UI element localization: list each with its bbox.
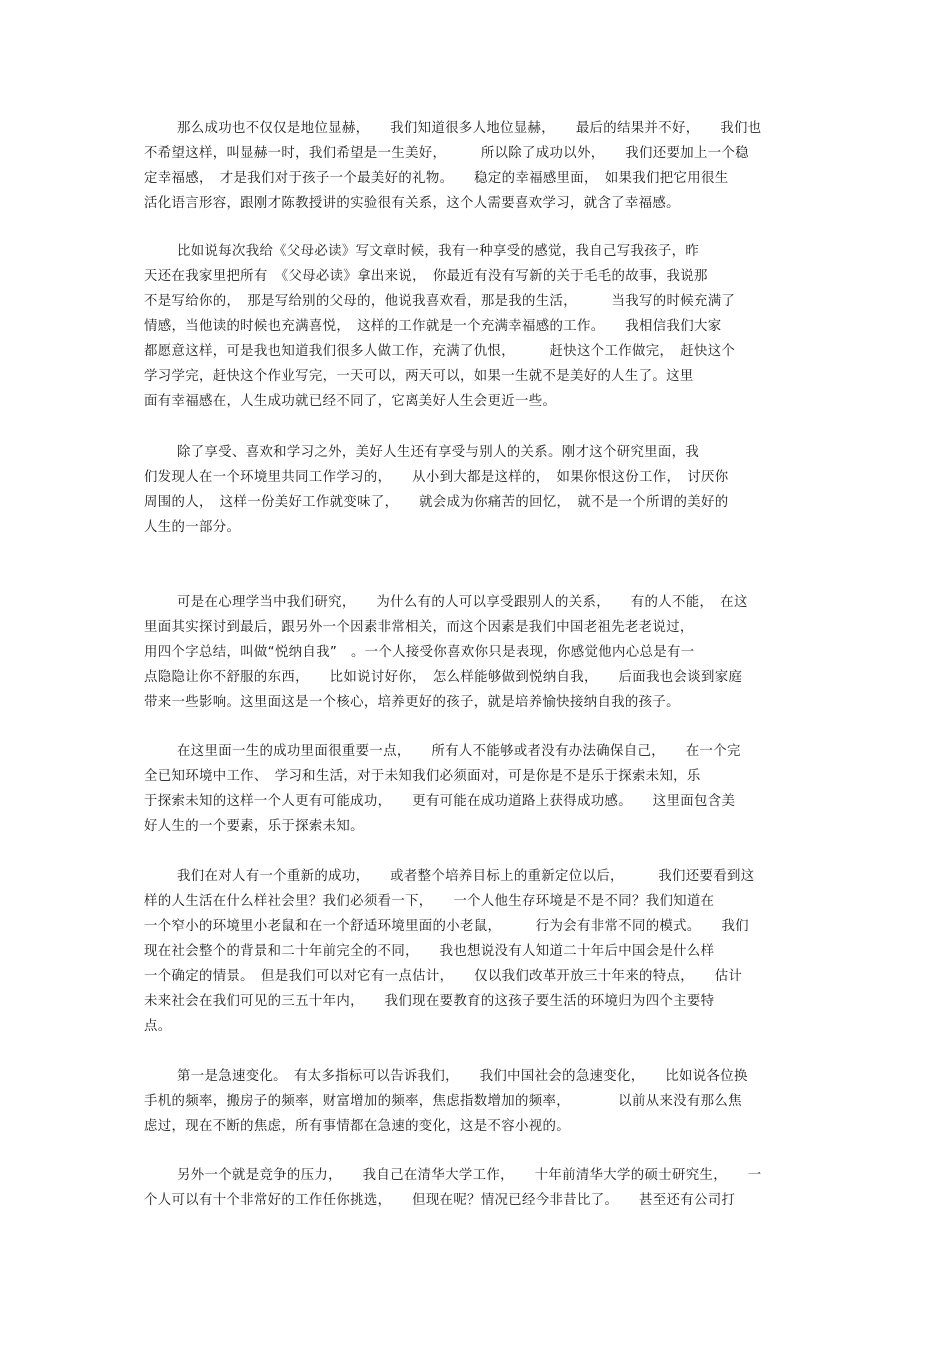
text-line: 们发现人在一个环境里共同工作学习的， 从小到大都是这样的， 如果你恨这份工作， 讨厌你 xyxy=(144,470,729,485)
text-line: 不是写给你的， 那是写给别的父母的，他说我喜欢看，那是我的生活， 当我写的时候充满了 xyxy=(144,294,736,309)
text-line: 手机的频率，搬房子的频率，财富增加的频率，焦虑指数增加的频率， 以前从来没有那么焦 xyxy=(144,1094,742,1109)
text-line: 用四个字总结，叫做“悦纳自我” 。一个人接受你喜欢你只是表现，你感觉他内心总是有一 xyxy=(144,645,695,660)
text-line: 面有幸福感在，人生成功就已经不同了，它离美好人生会更近一些。 xyxy=(144,394,557,409)
text-line: 定幸福感， 才是我们对于孩子一个最美好的礼物。 稳定的幸福感里面， 如果我们把它用很生 xyxy=(144,171,729,186)
text-line: 都愿意这样，可是我也知道我们很多人做工作，充满了仇恨， 赶快这个工作做完， 赶快这个 xyxy=(144,344,736,359)
text-line: 在这里面一生的成功里面很重要一点， 所有人不能够或者没有办法确保自己， 在一个完 xyxy=(177,744,741,759)
text-line: 样的人生活在什么样社会里？我们必须看一下， 一个人他生存环境是不是不同？我们知道在 xyxy=(144,894,715,909)
text-line: 除了享受、喜欢和学习之外，美好人生还有享受与别人的关系。刚才这个研究里面，我 xyxy=(177,445,700,460)
text-line: 不希望这样，叫显赫一时，我们希望是一生美好， 所以除了成功以外， 我们还要加上一个稳 xyxy=(144,146,749,161)
text-line: 人生的一部分。 xyxy=(144,520,241,535)
text-line: 可是在心理学当中我们研究， 为什么有的人可以享受跟别人的关系， 有的人不能， 在这 xyxy=(177,595,748,610)
text-line: 我们在对人有一个重新的成功， 或者整个培养目标上的重新定位以后， 我们还要看到这 xyxy=(177,869,755,884)
text-line: 学习学完，赶快这个作业写完，一天可以，两天可以，如果一生就不是美好的人生了。这里 xyxy=(144,369,694,384)
text-line: 一个窄小的环境里小老鼠和在一个舒适环境里面的小老鼠， 行为会有非常不同的模式。 我们 xyxy=(144,919,749,934)
text-line: 现在社会整个的背景和二十年前完全的不同， 我也想说没有人知道二十年后中国会是什么样 xyxy=(144,944,715,959)
text-line: 活化语言形容，跟刚才陈教授讲的实验很有关系，这个人需要喜欢学习，就含了幸福感。 xyxy=(144,196,680,211)
text-line: 比如说每次我给《父母必读》写文章时候，我有一种享受的感觉，我自己写我孩子，昨 xyxy=(177,244,700,259)
text-line: 带来一些影响。这里面这是一个核心，培养更好的孩子，就是培养愉快接纳自我的孩子。 xyxy=(144,695,680,710)
text-line: 另外一个就是竞争的压力， 我自己在清华大学工作， 十年前清华大学的硕士研究生， 一 xyxy=(177,1168,762,1183)
text-line: 点。 xyxy=(144,1019,172,1034)
text-line: 第一是急速变化。 有太多指标可以告诉我们， 我们中国社会的急速变化， 比如说各位换 xyxy=(177,1069,748,1084)
text-line: 于探索未知的这样一个人更有可能成功， 更有可能在成功道路上获得成功感。 这里面包含美 xyxy=(144,794,736,809)
text-line: 天还在我家里把所有 《父母必读》拿出来说， 你最近有没有写新的关于毛毛的故事，我说那 xyxy=(144,269,708,284)
text-line: 点隐隐让你不舒服的东西， 比如说讨好你， 怎么样能够做到悦纳自我， 后面我也会谈到家庭 xyxy=(144,670,743,685)
text-line: 一个确定的情景。 但是我们可以对它有一点估计， 仅以我们改革开放三十年来的特点， 估计 xyxy=(144,969,743,984)
text-line: 好人生的一个要素，乐于探索未知。 xyxy=(144,819,364,834)
text-line: 全已知环境中工作、 学习和生活，对于未知我们必须面对，可是你是不是乐于探索未知，乐 xyxy=(144,769,701,784)
text-line: 情感，当他读的时候也充满喜悦， 这样的工作就是一个充满幸福感的工作。 我相信我们大家 xyxy=(144,319,722,334)
text-line: 周围的人， 这样一份美好工作就变味了， 就会成为你痛苦的回忆， 就不是一个所谓的美好的 xyxy=(144,495,729,510)
text-line: 虑过，现在不断的焦虑，所有事情都在急速的变化，这是不容小视的。 xyxy=(144,1119,570,1134)
text-line: 里面其实探讨到最后，跟另外一个因素非常相关，而这个因素是我们中国老祖先老老说过， xyxy=(144,620,694,635)
text-line: 个人可以有十个非常好的工作任你挑选， 但现在呢？情况已经今非昔比了。 甚至还有公司打 xyxy=(144,1193,736,1208)
text-line: 那么成功也不仅仅是地位显赫， 我们知道很多人地位显赫， 最后的结果并不好， 我们也 xyxy=(177,121,762,136)
text-line: 未来社会在我们可见的三五十年内， 我们现在要教育的这孩子要生活的环境归为四个主要特 xyxy=(144,994,715,1009)
